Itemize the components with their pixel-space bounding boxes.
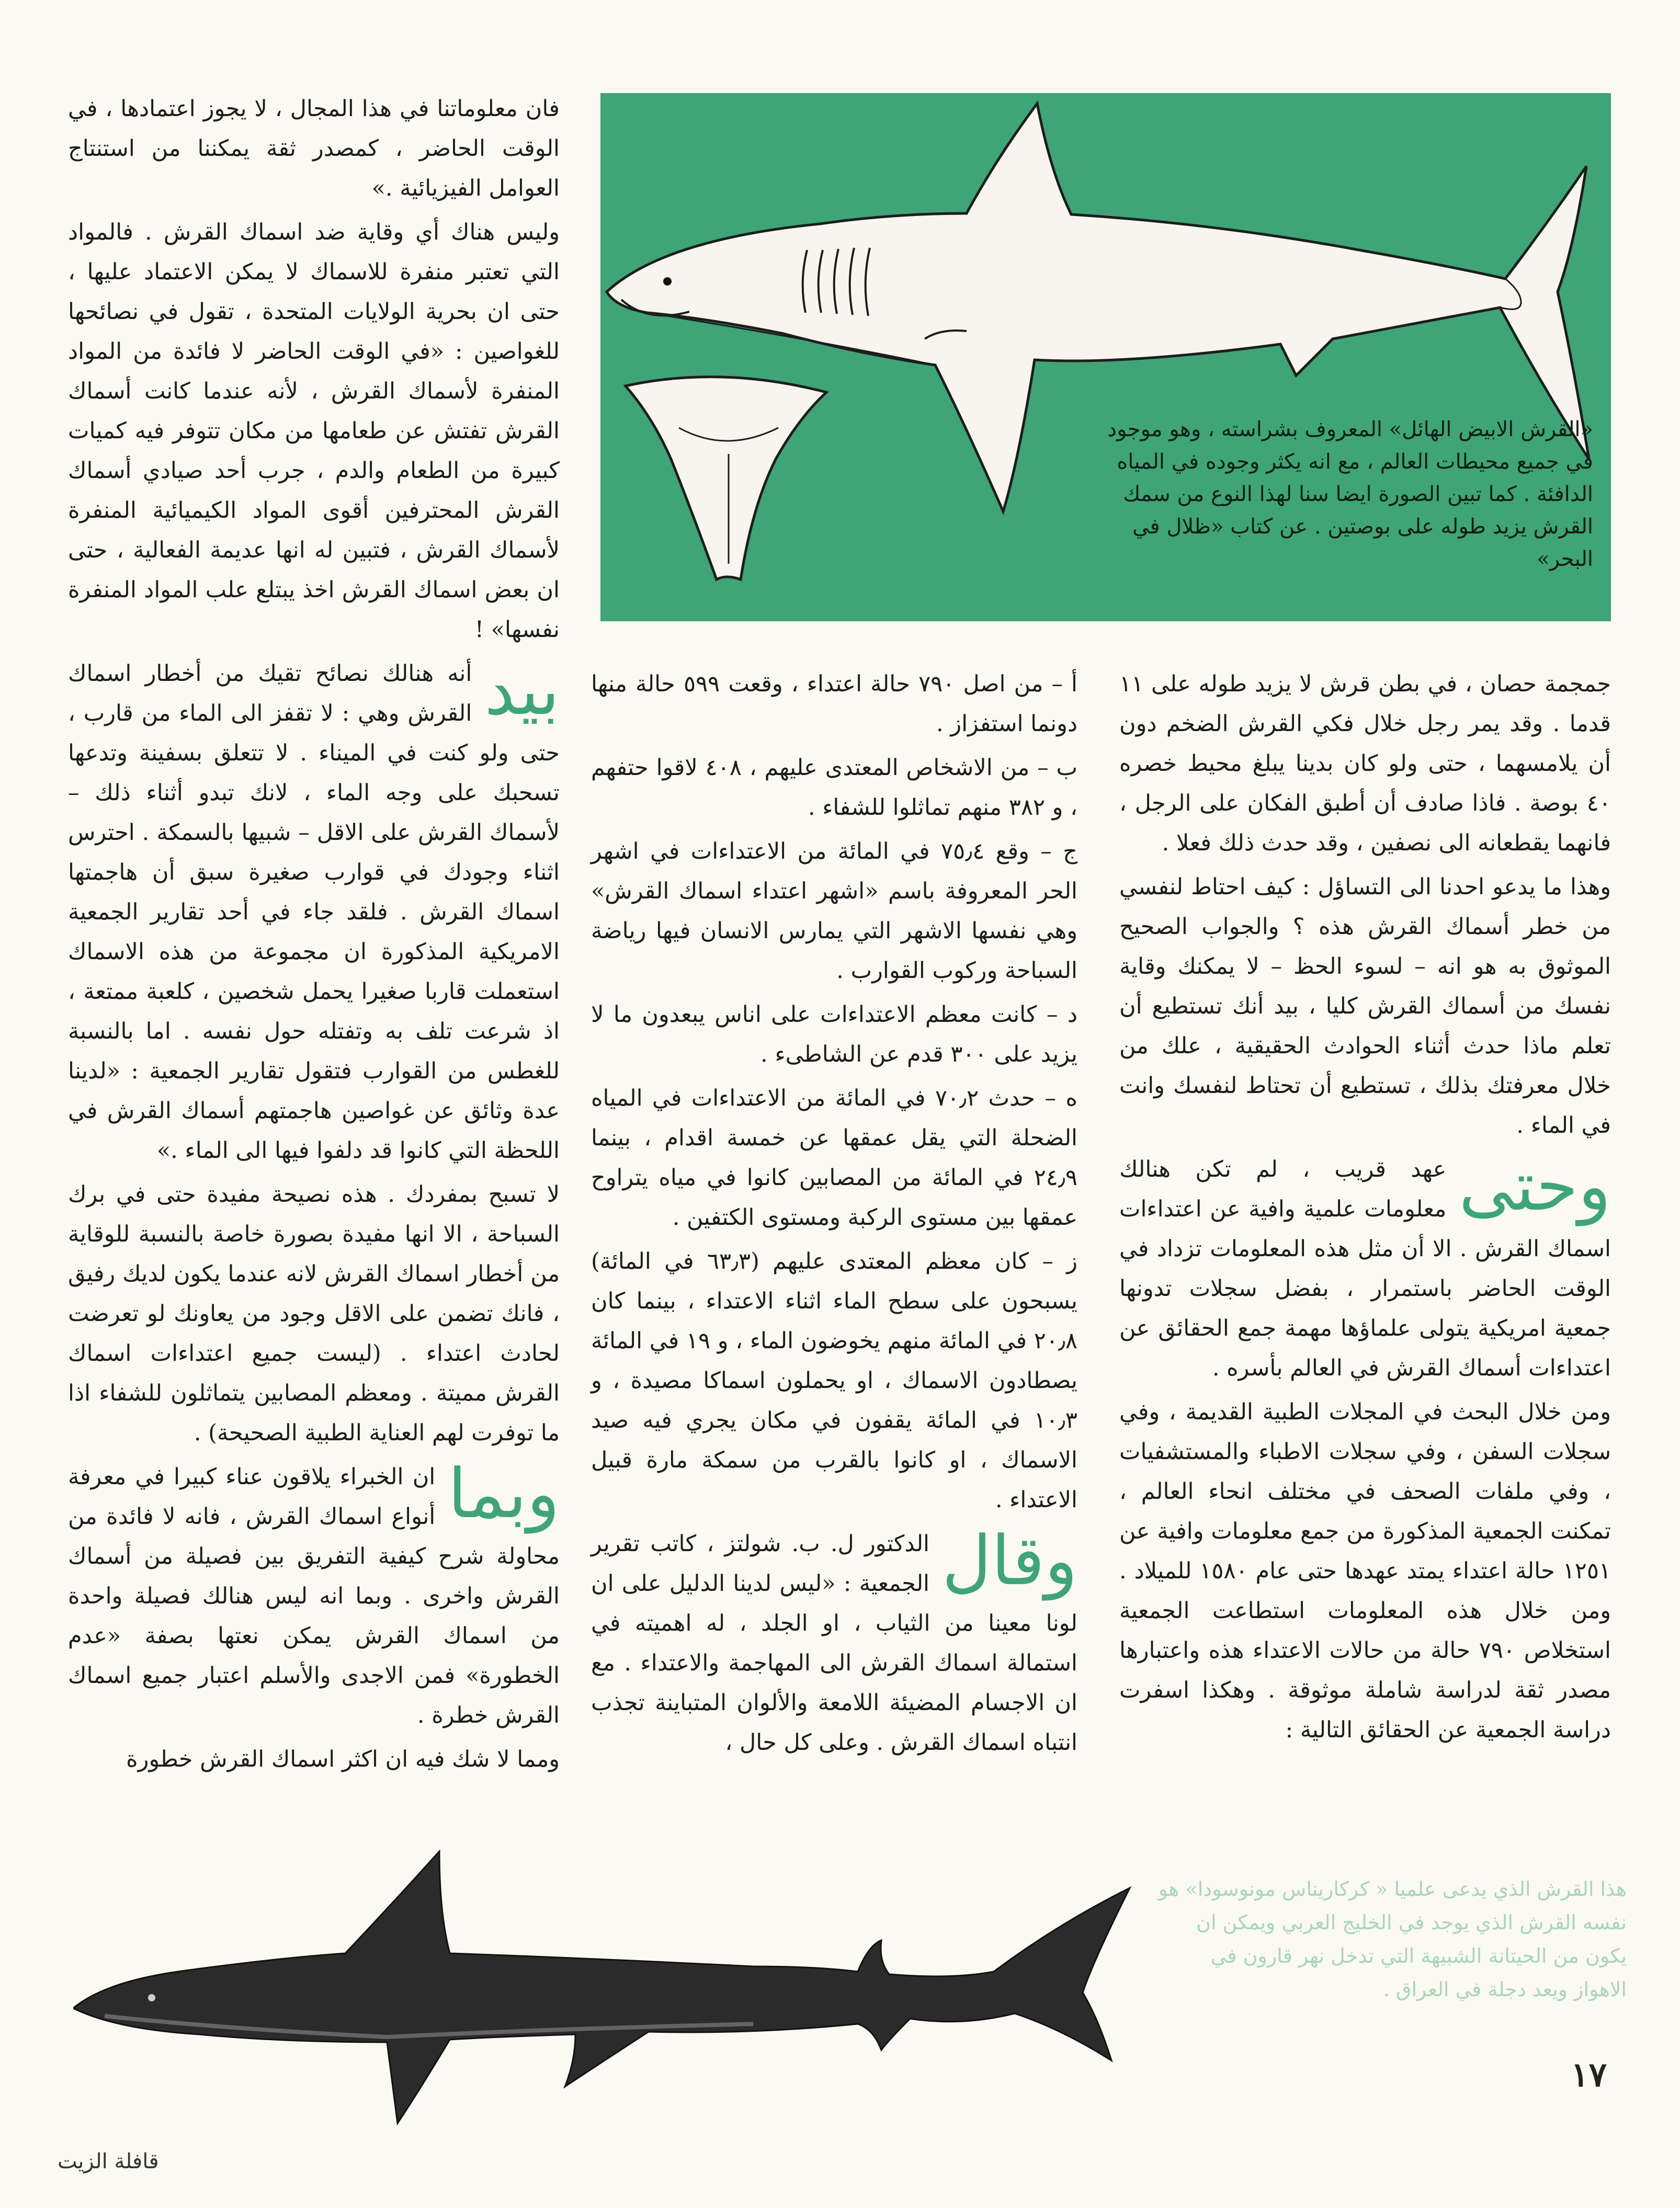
great-white-figure	[600, 93, 1611, 621]
gulf-shark-caption: هذا القرش الذي يدعى علميا « كركاريناس مونوسودا» هو نفسه القرش الذي يوجد في الخليج العربي ويمكن ان يكون من الحيتانة الشبيهة التي تدخل نهر قارون في الاهواز ويعد دجلة في العراق .	[1158, 1877, 1627, 2001]
magazine-name: قافلة الزيت	[58, 2149, 159, 2173]
great-white-caption: «القرش الابيض الهائل» المعروف بشراسته ، وهو موجود في جميع محيطات العالم ، مع انه يكثر وجوده في المياه الدافئة . كما تبين الصورة ايضا سنا لهذا النوع من سمك القرش يزيد طوله على بوصتين . عن كتاب «ظلال في البحر»	[1107, 417, 1593, 571]
paragraph	[68, 1454, 560, 1735]
paragraph	[68, 651, 560, 1170]
paragraph: ومما لا شك فيه ان اكثر اسماك القرش خطورة	[126, 1746, 560, 1772]
dropcap: وبما	[448, 1454, 560, 1533]
fact-item: د – كانت معظم الاعتداءات على اناس يبعدون ما لا يزيد على ٣٠٠ قدم عن الشاطىء .	[591, 1001, 1077, 1067]
dropcap: وقال	[942, 1521, 1077, 1600]
fact-item: ب – من الاشخاص المعتدى عليهم ، ٤٠٨ لاقوا حتفهم ، و ٣٨٢ منهم تماثلوا للشفاء .	[591, 755, 1077, 821]
paragraph: ومن خلال البحث في المجلات الطبية القديمة ، وفي سجلات السفن ، وفي سجلات الاطباء والمستشفيات ، وفي ملفات الصحف في مختلف انحاء العالم ، تمكنت الجمعية المذكورة من جمع معلومات وافية عن ١٢٥١ حالة اعتداء يمتد عهدها حتى عام ١٥٨٠ للميلاد . ومن خلال هذه المعلومات استطاعت الجمعية استخلاص ٧٩٠ حالة من حالات الاعتداء هذه واعتبارها مصدر ثقة لدراسة شاملة موثوقة . وهكذا اسفرت دراسة الجمعية عن الحقائق التالية :	[1119, 1399, 1611, 1743]
paragraph	[1119, 1146, 1611, 1388]
fact-item: ج – وقع ٧٥٫٤ في المائة من الاعتداءات في اشهر الحر المعروفة باسم «اشهر اعتداء اسماك القرش» وهي نفسها الاشهر التي يمارس الانسان فيها رياضة السباحة وركوب القوارب .	[591, 838, 1077, 984]
paragraph-text: أنه هنالك نصائح تقيك من أخطار اسماك القرش وهي : لا تقفز الى الماء من قارب ، حتى ولو كنت في الميناء . لا تتعلق بسفينة وتدعها تسحبك على وجه الماء ، لانك تبدو أثناء ذلك – لأسماك القرش على الاقل – شبيها بالسمكة . احترس اثناء وجودك في قوارب صغيرة سبق أن هاجمتها اسماك القرش . فلقد جاء في أحد تقارير الجمعية الامريكية المذكورة ان مجموعة من هذه الاسماك استعملت قاربا صغيرا يحمل شخصين ، كلعبة ممتعة ، اذ شرعت تلف به وتفتله حول نفسه . اما بالنسبة للغطس من القوارب فتقول تقارير الجمعية : «لدينا عدة وثائق عن غواصين هاجمتهم أسماك القرش في اللحظة التي كانوا قد دلفوا فيها الى الماء .»	[68, 661, 560, 1164]
paragraph: وليس هناك أي وقاية ضد اسماك القرش . فالمواد التي تعتبر منفرة للاسماك لا يمكن الاعتماد عليها ، حتى ان بحرية الولايات المتحدة ، تقول في نصائحها للغواصين : «في الوقت الحاضر لا فائدة من المواد المنفرة لأسماك القرش ، لأنه عندما كانت أسماك القرش تفتش عن طعامها من مكان تتوفر فيه كميات كبيرة من الطعام والدم ، جرب أحد صيادي أسماك القرش المحترفين أقوى المواد الكيميائية المنفرة لأسماك القرش ، فتبين له انها عديمة الفعالية ، حتى ان بعض اسماك القرش اخذ يبتلع علب المواد المنفرة نفسها» !	[68, 219, 560, 643]
paragraph	[591, 1521, 1077, 1762]
column-left	[68, 89, 560, 1783]
column-right	[1119, 664, 1611, 1754]
paragraph-text: عهد قريب ، لم تكن هنالك معلومات علمية وافية عن اعتداءات اسماك القرش . الا أن مثل هذه المعلومات تزداد في الوقت الحاضر باستمرار ، بفضل سجلات تدونها جمعية امريكية يتولى علماؤها مهمة جمع الحقائق عن اعتداءات أسماك القرش في العالم بأسره .	[1119, 1156, 1611, 1381]
paragraph: فان معلوماتنا في هذا المجال ، لا يجوز اعتمادها ، في الوقت الحاضر ، كمصدر ثقة يمكننا من استنتاج العوامل الفيزيائية .»	[68, 96, 560, 201]
paragraph: لا تسبح بمفردك . هذه نصيحة مفيدة حتى في برك السباحة ، الا انها مفيدة بصورة خاصة بالنسبة للوقاية من أخطار اسماك القرش لانه عندما يكون لديك رفيق ، فانك تضمن على الاقل وجود من يعاونك لو تعرضت لحادث اعتداء . (ليست جميع اعتداءات اسماك القرش مميتة . ومعظم المصابين يتماثلون للشفاء اذا ما توفرت لهم العناية الطبية الصحيحة) .	[68, 1181, 560, 1446]
paragraph: جمجمة حصان ، في بطن قرش لا يزيد طوله على ١١ قدما . وقد يمر رجل خلال فكي القرش الضخم دون أن يلامسهما ، حتى ولو كان بدينا يبلغ محيط خصره ٤٠ بوصة . فاذا صادف أن أطبق الفكان على الرجل ، فانهما يقطعانه الى نصفين ، وقد حدث ذلك فعلا .	[1119, 671, 1611, 856]
page-number: ١٧	[1571, 2055, 1607, 2095]
fact-item: ه – حدث ٧٠٫٢ في المائة من الاعتداءات في المياه الضحلة التي يقل عمقها عن خمسة اقدام ، بينما ٢٤٫٩ في المائة من المصابين كانوا في مياه يتراوح عمقها بين مستوى الركبة ومستوى الكتفين .	[591, 1085, 1077, 1231]
dropcap: بيد	[484, 651, 560, 730]
fact-item: ز – كان معظم المعتدى عليهم (٦٣٫٣ في المائة) يسبحون على سطح الماء اثناء الاعتداء ، بينما كان ٢٠٫٨ في المائة منهم يخوضون الماء ، و ١٩ في المائة يصطادون الاسماك ، او يحملون اسماكا مصيدة ، و ١٠٫٣ في المائة يقفون في مكان يجري فيه صيد الاسماك ، او كانوا بالقرب من سمكة مارة قبيل الاعتداء .	[591, 1248, 1077, 1513]
gulf-shark-photo	[73, 1841, 1135, 2134]
dropcap: وحتى	[1459, 1146, 1611, 1226]
gulf-shark-figure	[73, 1841, 1135, 2134]
paragraph-text: ان الخبراء يلاقون عناء كبيرا في معرفة أنواع اسماك القرش ، فانه لا فائدة من محاولة شرح كيفية التفريق بين فصيلة من أسماك القرش واخرى . وبما انه ليس هنالك فصيلة واحدة من اسماك القرش يمكن نعتها بصفة «عدم الخطورة» فمن الاجدى والأسلم اعتبار جميع اسماك القرش خطرة .	[68, 1464, 560, 1728]
column-middle	[591, 664, 1077, 1767]
paragraph: وهذا ما يدعو احدنا الى التساؤل : كيف احتاط لنفسي من خطر أسماك القرش هذه ؟ والجواب الصحيح الموثوق به هو انه – لسوء الحظ – لا يمكنك وقاية نفسك من أسماك القرش كليا ، بيد أنك تستطيع أن تعلم ماذا حدث أثناء الحوادث الحقيقية ، علك من خلال معرفتك بذلك ، تستطيع أن تحتاط لنفسك وانت في الماء .	[1119, 874, 1611, 1139]
paragraph-text: الدكتور ل. ب. شولتز ، كاتب تقرير الجمعية : «ليس لدينا الدليل على ان لونا معينا من الثياب ، او الجلد ، له اهميته في استمالة اسماك القرش الى المهاجمة والاعتداء . مع ان الاجسام المضيئة اللامعة والألوان المتباينة تجذب انتباه اسماك القرش . وعلى كل حال ،	[591, 1531, 1077, 1756]
fact-item: أ – من اصل ٧٩٠ حالة اعتداء ، وقعت ٥٩٩ حالة منها دونما استفزاز .	[591, 671, 1077, 737]
